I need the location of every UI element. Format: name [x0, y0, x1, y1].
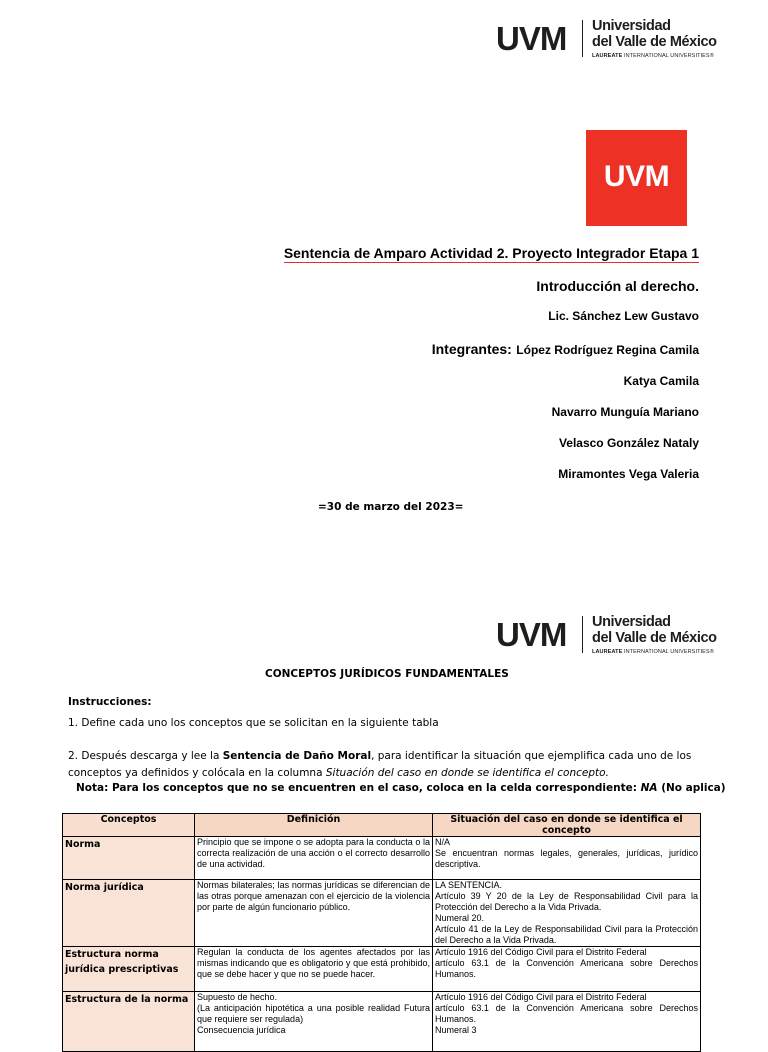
- logo-divider: [582, 20, 583, 57]
- table-row: [63, 880, 701, 947]
- members-label: Integrantes:: [431, 341, 512, 357]
- definition-line: Consecuencia jurídica: [197, 1025, 286, 1035]
- definition-line: Supuesto de hecho.: [197, 992, 278, 1002]
- university-name-2-line2: del Valle de México: [592, 630, 717, 646]
- situation-cell: [433, 880, 701, 947]
- step2-pre: 2. Después descarga y lee la: [68, 750, 223, 762]
- concept-cell: Norma jurídica: [63, 880, 195, 947]
- concept-cell: Estructura norma jurídica prescriptivas: [63, 947, 195, 992]
- situation-line: artículo 63.1 de la Convención Americana sobre Derechos Humanos.: [435, 1003, 698, 1024]
- university-name-line2: del Valle de México: [592, 34, 717, 50]
- table-row: [63, 947, 701, 992]
- header-situation: Situación del caso en donde se identifica el concepto: [433, 814, 701, 837]
- situation-line: Artículo 1916 del Código Civil para el Distrito Federal: [435, 947, 647, 957]
- laureate-tagline: [592, 53, 714, 59]
- definition-line: (La anticipación hipotética a una posible realidad Futura que requiere ser regulada): [197, 1003, 430, 1024]
- header-definition: Definición: [195, 814, 433, 837]
- member-1: López Rodríguez Regina Camila: [516, 343, 699, 357]
- header-concepts: Conceptos: [63, 814, 195, 837]
- laureate-bold: LAUREATE: [592, 53, 623, 59]
- member-4: Velasco González Nataly: [558, 436, 699, 450]
- cover-members-line1: [432, 341, 699, 359]
- university-name-line1: Universidad: [592, 18, 671, 34]
- step2-line2-pre: conceptos ya definidos y colócala en la columna: [68, 767, 326, 779]
- table-row: [63, 837, 701, 880]
- situation-line: N/A: [435, 837, 451, 847]
- situation-line: Artículo 1916 del Código Civil para el Distrito Federal: [435, 992, 647, 1002]
- member-5: Miramontes Vega Valeria: [558, 467, 699, 481]
- header-logo: [496, 18, 717, 62]
- instruction-step-2-line2: [68, 766, 609, 780]
- uvm-wordmark: UVM: [496, 20, 567, 57]
- note-end: (No aplica): [657, 782, 726, 794]
- laureate-bold-2: LAUREATE: [592, 649, 623, 655]
- step2-line2-italic: Situación del caso en donde se identifica el concepto.: [325, 767, 609, 779]
- definition-cell: Regulan la conducta de los agentes afectados por las mismas indicando que es obligatorio y que está prohibido, que se debe hacer y que no se puede hacer.: [195, 947, 433, 992]
- concept-cell: Norma: [63, 837, 195, 880]
- concept-cell: Estructura de la norma: [63, 992, 195, 1052]
- instruction-note: [76, 781, 726, 795]
- instructions-label: Instrucciones:: [68, 696, 152, 708]
- situation-line: Artículo 39 Y 20 de la Ley de Responsabilidad Civil para la Protección del Derecho a la Vida Privada.: [435, 891, 698, 912]
- cover-date: =30 de marzo del 2023=: [318, 501, 464, 513]
- situation-cell: [433, 837, 701, 880]
- note-na: NA: [640, 782, 658, 794]
- definition-cell: [195, 992, 433, 1052]
- instruction-step-1: 1. Define cada uno los conceptos que se solicitan en la siguiente tabla: [68, 717, 439, 729]
- section-heading: CONCEPTOS JURÍDICOS FUNDAMENTALES: [265, 668, 509, 680]
- table-row: [63, 992, 701, 1052]
- header-logo-page2: [496, 614, 717, 658]
- uvm-wordmark-2: UVM: [496, 616, 567, 653]
- laureate-tagline-2: [592, 649, 714, 655]
- definition-cell: Principio que se impone o se adopta para la conducta o la correcta realización de una acción o el correcto desarrollo de una actividad.: [195, 837, 433, 880]
- situation-line: LA SENTENCIA.: [435, 880, 503, 890]
- situation-cell: [433, 947, 701, 992]
- red-logo-square: [586, 130, 687, 226]
- step2-bold: Sentencia de Daño Moral: [222, 750, 372, 762]
- note-bold: Nota: Para los conceptos que no se encuentren en el caso, coloca en la celda correspondiente:: [76, 782, 641, 794]
- member-3: Navarro Munguía Mariano: [551, 405, 699, 419]
- definition-cell: Normas bilaterales; las normas jurídicas se diferencian de las otras porque amenazan con el ejercicio de la violencia por parte de algún funcionario público.: [195, 880, 433, 947]
- logo-divider-2: [582, 616, 583, 653]
- situation-cell: [433, 992, 701, 1052]
- concepts-table: [62, 813, 701, 1052]
- cover-subject: Introducción al derecho.: [536, 278, 699, 294]
- cover-title: Sentencia de Amparo Actividad 2. Proyecto Integrador Etapa 1: [283, 245, 699, 261]
- member-2: Katya Camila: [623, 374, 699, 388]
- situation-line: Artículo 41 de la Ley de Responsabilidad Civil para la Protección del Derecho a la Vida Privada.: [435, 924, 698, 945]
- university-name-2-line1: Universidad: [592, 614, 671, 630]
- laureate-rest-2: INTERNATIONAL UNIVERSITIES®: [622, 649, 714, 655]
- instruction-step-2: [68, 749, 691, 763]
- table-header-row: [63, 814, 701, 837]
- situation-line: Numeral 3: [435, 1025, 477, 1035]
- red-logo-text: UVM: [603, 160, 670, 193]
- situation-line: artículo 63.1 de la Convención Americana sobre Derechos Humanos.: [435, 958, 698, 979]
- cover-teacher: Lic. Sánchez Lew Gustavo: [548, 309, 699, 323]
- laureate-rest: INTERNATIONAL UNIVERSITIES®: [622, 53, 714, 59]
- situation-line: Se encuentran normas legales, generales, jurídicas, jurídico descriptiva.: [435, 848, 698, 869]
- situation-line: Numeral 20.: [435, 913, 485, 923]
- step2-post: , para identificar la situación que ejemplifica cada uno de los: [371, 750, 692, 762]
